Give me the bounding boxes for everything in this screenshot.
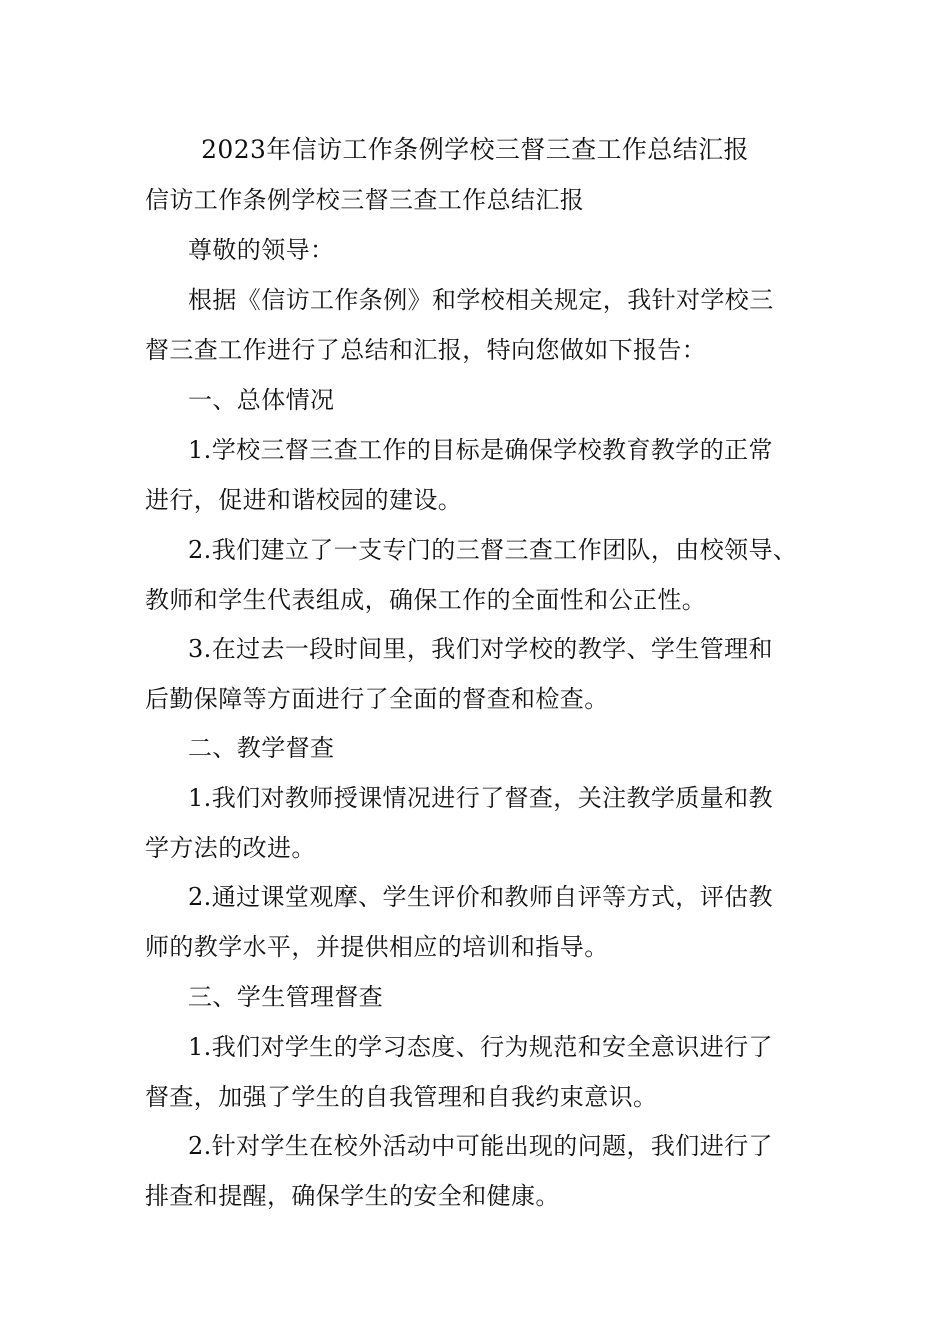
intro-line-1: 根据《信访工作条例》和学校相关规定，我针对学校三 xyxy=(188,286,774,314)
section2-item1-line2: 学方法的改进。 xyxy=(145,834,316,862)
section1-item1-line2: 进行，促进和谐校园的建设。 xyxy=(145,486,463,514)
intro-line-2: 督三查工作进行了总结和汇报，特向您做如下报告： xyxy=(145,336,707,364)
section1-heading: 一、总体情况 xyxy=(188,386,335,414)
section3-heading: 三、学生管理督查 xyxy=(188,983,384,1011)
section1-item2-line1: 2.我们建立了一支专门的三督三查工作团队，由校领导、 xyxy=(188,536,798,564)
section3-item1-line1: 1.我们对学生的学习态度、行为规范和安全意识进行了 xyxy=(188,1033,773,1061)
document-subtitle: 信访工作条例学校三督三查工作总结汇报 xyxy=(145,186,585,214)
section2-item2-line2: 师的教学水平，并提供相应的培训和指导。 xyxy=(145,933,609,961)
section3-item2-line1: 2.针对学生在校外活动中可能出现的问题，我们进行了 xyxy=(188,1132,773,1160)
section3-item1-line2: 督查，加强了学生的自我管理和自我约束意识。 xyxy=(145,1083,658,1111)
document-title: 2023年信访工作条例学校三督三查工作总结汇报 xyxy=(201,135,749,164)
section1-item2-line2: 教师和学生代表组成，确保工作的全面性和公正性。 xyxy=(145,586,707,614)
section3-item2-line2: 排查和提醒，确保学生的安全和健康。 xyxy=(145,1182,560,1210)
section1-item1-line1: 1.学校三督三查工作的目标是确保学校教育教学的正常 xyxy=(188,436,773,464)
section2-item2-line1: 2.通过课堂观摩、学生评价和教师自评等方式，评估教 xyxy=(188,883,773,911)
section1-item3-line2: 后勤保障等方面进行了全面的督查和检查。 xyxy=(145,685,609,713)
section2-heading: 二、教学督查 xyxy=(188,734,335,762)
salutation: 尊敬的领导： xyxy=(188,236,335,264)
section1-item3-line1: 3.在过去一段时间里，我们对学校的教学、学生管理和 xyxy=(188,635,773,663)
section2-item1-line1: 1.我们对教师授课情况进行了督查，关注教学质量和教 xyxy=(188,784,773,812)
